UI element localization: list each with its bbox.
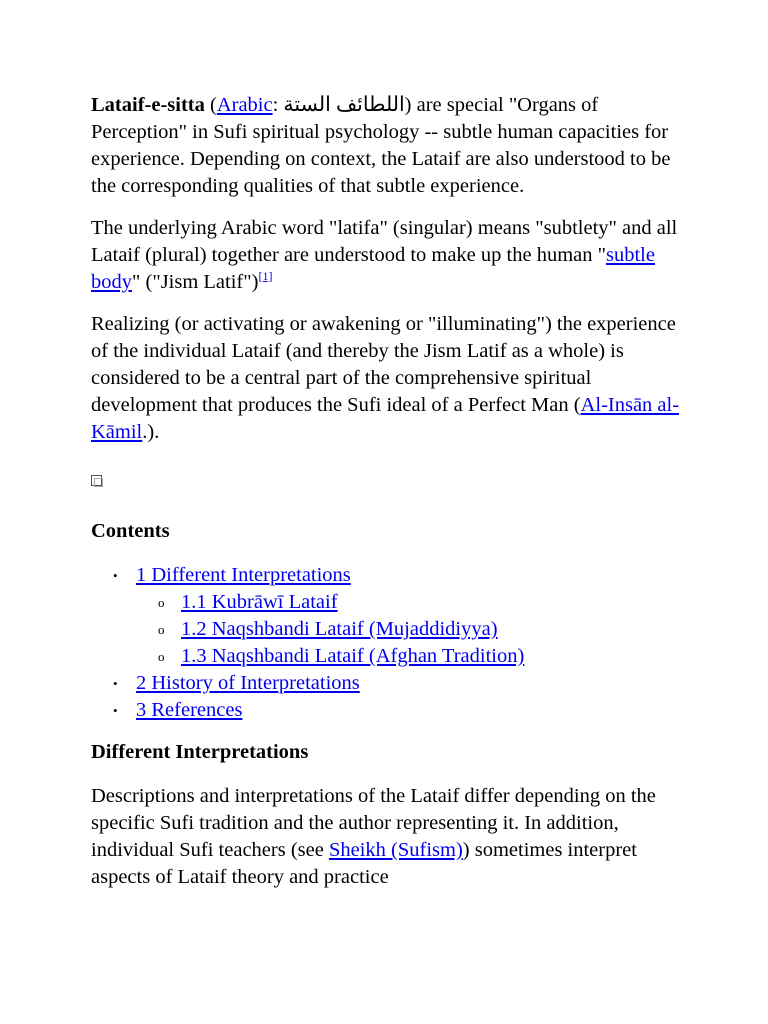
section-paragraph [91, 783, 691, 891]
toc-item [91, 670, 691, 697]
realizing-paragraph [91, 311, 691, 446]
bullet-icon: • [113, 703, 118, 718]
section-heading-different-interpretations: Different Interpretations [91, 741, 309, 763]
toc-item [91, 697, 691, 724]
table-of-contents [91, 562, 691, 724]
toc-item [91, 616, 691, 643]
toc-link-history[interactable]: 2 History of Interpretations [136, 672, 360, 694]
circle-bullet-icon: o [158, 649, 165, 664]
toc-link-different-interpretations[interactable]: 1 Different Interpretations [136, 564, 351, 586]
intro-text: ) are special "Organs of Perception" in Sufi spiritual psychology -- subtle human capacities for experience. Depending on context, the Lataif are also understood to be the corresponding qualities of that subtle experience. [91, 94, 671, 197]
intro-colon: : [272, 94, 284, 116]
contents-heading: Contents [91, 520, 170, 542]
toc-link-naqshbandi-afghan[interactable]: 1.3 Naqshbandi Lataif (Afghan Tradition) [181, 645, 525, 667]
image-placeholder-row [91, 461, 691, 518]
realizing-text-end: .). [142, 421, 160, 443]
circle-bullet-icon: o [158, 595, 165, 610]
toc-item [91, 643, 691, 670]
bullet-icon: • [113, 676, 118, 691]
toc-item [91, 589, 691, 616]
bullet-icon: • [113, 568, 118, 583]
footnote-link-1[interactable]: [1] [258, 269, 273, 283]
toc-link-naqshbandi-mujaddidiyya[interactable]: 1.2 Naqshbandi Lataif (Mujaddidiyya) [181, 618, 498, 640]
circle-bullet-icon: o [158, 622, 165, 637]
section-text-start: Descriptions and interpretations of the Lataif differ depending on the specific Sufi tradition and the author representing it. In addition, individual Sufi teachers (see [91, 785, 656, 861]
toc-link-kubrawi-lataif[interactable]: 1.1 Kubrāwī Lataif [181, 591, 338, 613]
arabic-link[interactable]: Arabic [216, 94, 273, 116]
arabic-text: اللطائف الستة [283, 94, 405, 116]
intro-paragraph [91, 92, 691, 200]
subtle-body-link[interactable]: subtle body [91, 244, 655, 293]
latifa-text-end: " ("Jism Latif") [132, 271, 259, 293]
section-text-end: ) sometimes interpret aspects of Lataif theory and practice [91, 839, 637, 888]
toc-item [91, 562, 691, 589]
toc-link-references[interactable]: 3 References [136, 699, 243, 721]
realizing-text-start: Realizing (or activating or awakening or "illuminating") the experience of the individual Lataif (and thereby the Jism Latif as a whole) is considered to be a central part of the comprehensive spiritual development that produces the Sufi ideal of a Perfect Man ( [91, 313, 676, 416]
article-term: Lataif-e-sitta [91, 94, 205, 116]
sheikh-sufism-link[interactable]: Sheikh (Sufism) [328, 839, 463, 861]
intro-open-paren: ( [204, 94, 217, 116]
latifa-text-start: The underlying Arabic word "latifa" (singular) means "subtlety" and all Lataif (plural) together are understood to make up the human " [91, 217, 678, 266]
broken-image-icon [91, 475, 102, 486]
article-body [91, 92, 691, 906]
insan-kamil-link[interactable]: Al-Insān al-Kāmil [91, 394, 680, 443]
latifa-paragraph [91, 215, 691, 296]
